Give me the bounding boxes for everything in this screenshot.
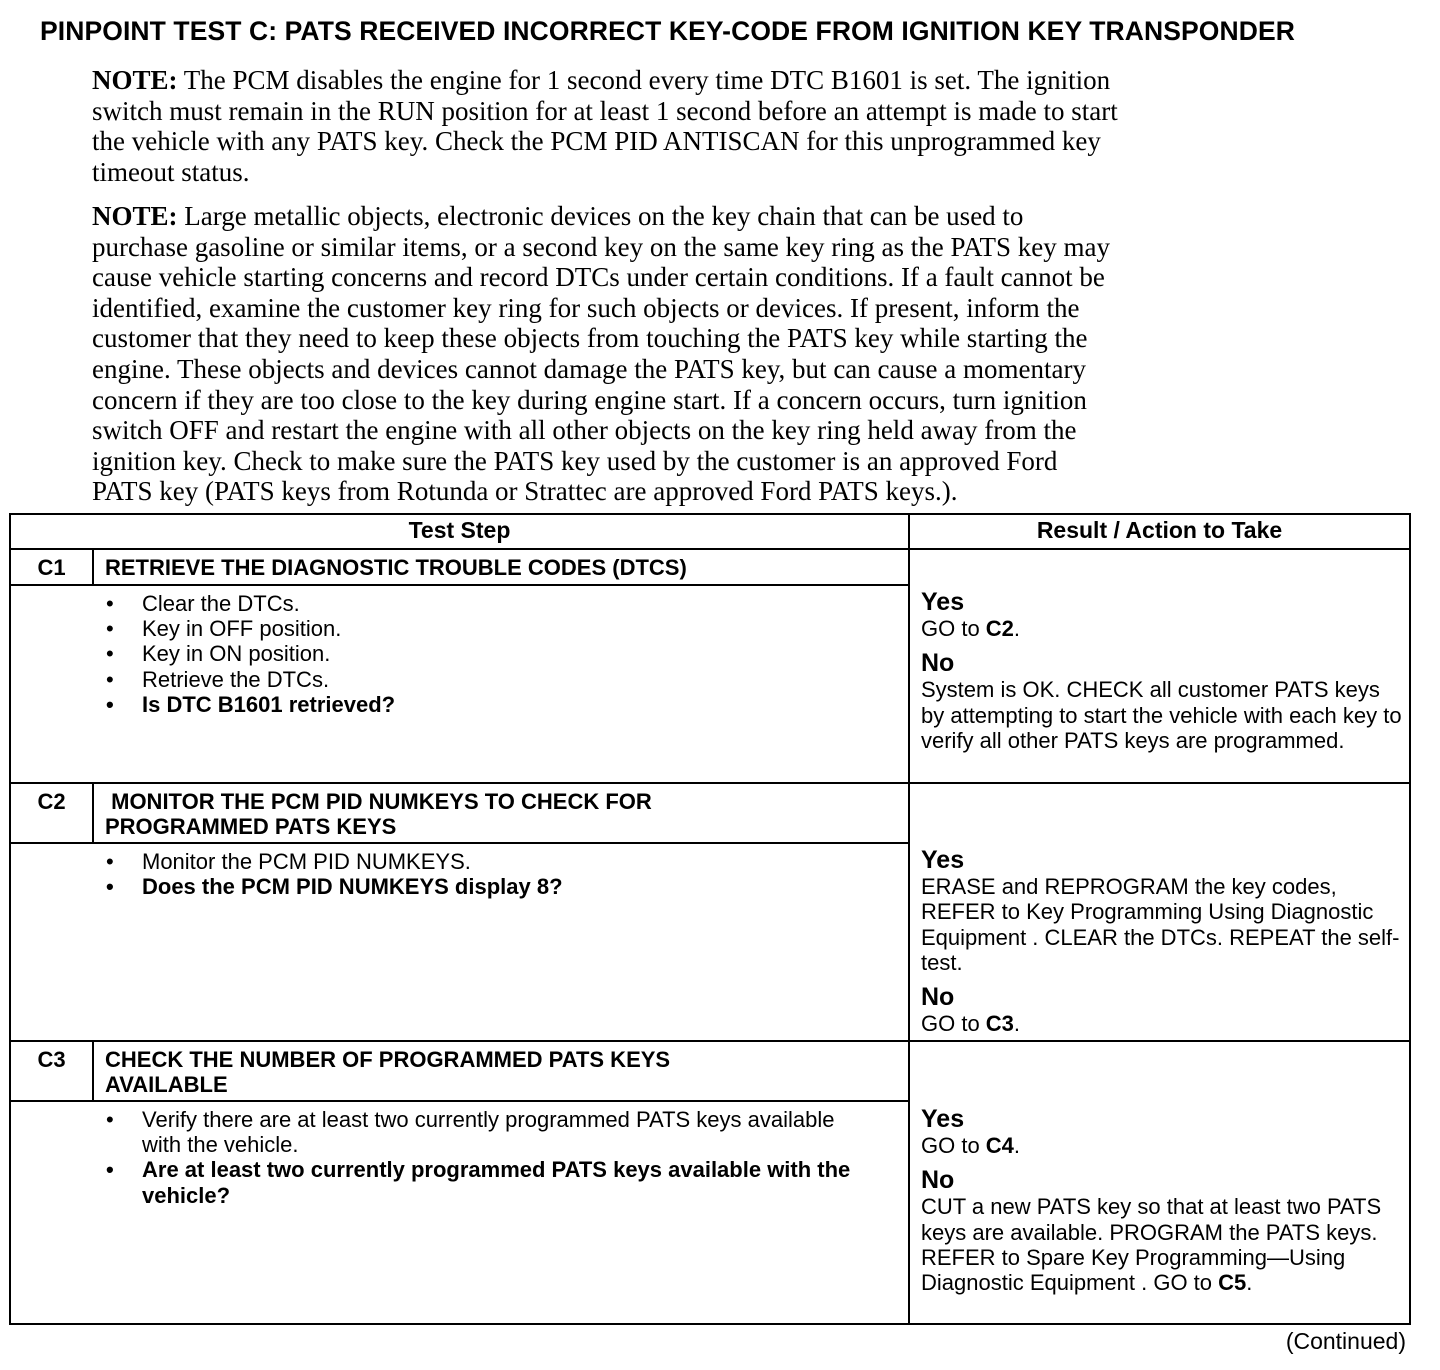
page-title: PINPOINT TEST C: PATS RECEIVED INCORRECT KEY-CODE FROM IGNITION KEY TRANSPONDER	[40, 16, 1295, 46]
step-id: C3	[37, 1047, 66, 1072]
note-line: ignition key. Check to make sure the PATS key used by the customer is an approved Ford	[92, 445, 1058, 476]
row-divider	[9, 584, 909, 586]
list-item: • Is DTC B1601 retrieved?	[104, 692, 899, 717]
note-line: switch OFF and restart the engine with all other objects on the key ring held away from the	[92, 415, 1077, 446]
step-title-line: AVAILABLE	[105, 1072, 228, 1097]
step-bullets	[104, 849, 899, 899]
step-title-line: MONITOR THE PCM PID NUMKEYS TO CHECK FOR	[105, 789, 652, 814]
note-line: purchase gasoline or similar items, or a second key on the same key ring as the PATS key may	[92, 231, 1111, 262]
list-item: • Monitor the PCM PID NUMKEYS.	[104, 849, 899, 874]
note-line: the vehicle with any PATS key. Check the PCM PID ANTISCAN for this unprogrammed key	[92, 126, 1101, 157]
list-item: • Retrieve the DTCs.	[104, 667, 899, 692]
result-label: No	[921, 1166, 955, 1195]
step-bullets	[104, 1107, 864, 1208]
note-line: identified, examine the customer key ring for such objects or devices. If present, inform the	[92, 292, 1080, 323]
list-item: • Verify there are at least two currently programmed PATS keys available with the vehicle.	[104, 1107, 864, 1157]
column-divider	[92, 548, 94, 586]
column-divider	[908, 513, 910, 1325]
continued-label: (Continued)	[1285, 1328, 1406, 1354]
table-border	[9, 1323, 1411, 1325]
row-divider	[9, 842, 909, 844]
step-title-line: PROGRAMMED PATS KEYS	[105, 814, 397, 839]
pinpoint-test-table	[9, 513, 1411, 1325]
header-test-step: Test Step	[408, 517, 511, 543]
step-title	[105, 555, 900, 580]
result-text: ERASE and REPROGRAM the key codes, REFER to Key Programming Using Diagnostic Equipment . CLEAR the DTCs. REPEAT the self-test.	[921, 874, 1400, 975]
step-bullets	[104, 591, 899, 717]
note-line: switch must remain in the RUN position for at least 1 second before an attempt is made to start	[92, 95, 1118, 126]
result-text: GO to C4.	[921, 1133, 1021, 1158]
step-title	[105, 789, 900, 839]
note-line: concern if they are too close to the key during engine start. If a concern occurs, turn ignition	[92, 384, 1087, 415]
list-item: • Key in OFF position.	[104, 616, 899, 641]
row-divider	[9, 1100, 909, 1102]
step-id: C1	[37, 555, 66, 580]
step-result	[921, 846, 1403, 1044]
list-item: • Clear the DTCs.	[104, 591, 899, 616]
note-label: NOTE:	[92, 65, 178, 95]
table-border	[9, 513, 1411, 515]
step-title	[105, 1047, 900, 1097]
note-line: Large metallic objects, electronic devices on the key chain that can be used to	[177, 201, 1024, 231]
note-line: timeout status.	[92, 156, 250, 187]
note-1	[92, 65, 1322, 187]
note-line: customer that they need to keep these objects from touching the PATS key while starting the	[92, 323, 1088, 354]
table-border	[1409, 513, 1411, 1325]
result-label: No	[921, 983, 955, 1012]
result-text: System is OK. CHECK all customer PATS keys by attempting to start the vehicle with each key to verify all other PATS keys are programmed.	[921, 677, 1402, 753]
step-result	[921, 1105, 1403, 1303]
note-line: The PCM disables the engine for 1 second every time DTC B1601 is set. The ignition	[177, 65, 1111, 95]
column-divider	[92, 1040, 94, 1102]
note-line: engine. These objects and devices cannot damage the PATS key, but can cause a momentary	[92, 353, 1086, 384]
header-result: Result / Action to Take	[1036, 517, 1283, 543]
result-label: Yes	[921, 588, 965, 616]
step-result	[921, 588, 1403, 761]
step-id: C2	[37, 789, 66, 814]
row-divider	[9, 782, 1411, 784]
result-text: GO to C2.	[921, 616, 1021, 641]
note-2	[92, 201, 1322, 507]
column-divider	[92, 782, 94, 844]
result-text: GO to C3.	[921, 1011, 1021, 1037]
list-item: • Does the PCM PID NUMKEYS display 8?	[104, 874, 899, 899]
row-divider	[9, 548, 1411, 550]
result-label: Yes	[921, 1105, 965, 1133]
result-label: No	[921, 649, 955, 678]
result-label: Yes	[921, 846, 965, 874]
table-border	[9, 513, 11, 1325]
step-title-line: CHECK THE NUMBER OF PROGRAMMED PATS KEYS	[105, 1047, 671, 1072]
note-line: PATS key (PATS keys from Rotunda or Strattec are approved Ford PATS keys.).	[92, 476, 958, 507]
result-text: CUT a new PATS key so that at least two PATS keys are available. PROGRAM the PATS keys. REFER to Spare Key Programming—Using Diagnostic Equipment . GO to C5.	[921, 1194, 1382, 1296]
list-item: • Are at least two currently programmed PATS keys available with the vehicle?	[104, 1157, 864, 1207]
note-label: NOTE:	[92, 201, 178, 231]
step-title-line: RETRIEVE THE DIAGNOSTIC TROUBLE CODES (DTCS)	[105, 555, 687, 580]
note-line: cause vehicle starting concerns and record DTCs under certain conditions. If a fault cannot be	[92, 262, 1105, 293]
list-item: • Key in ON position.	[104, 641, 899, 666]
